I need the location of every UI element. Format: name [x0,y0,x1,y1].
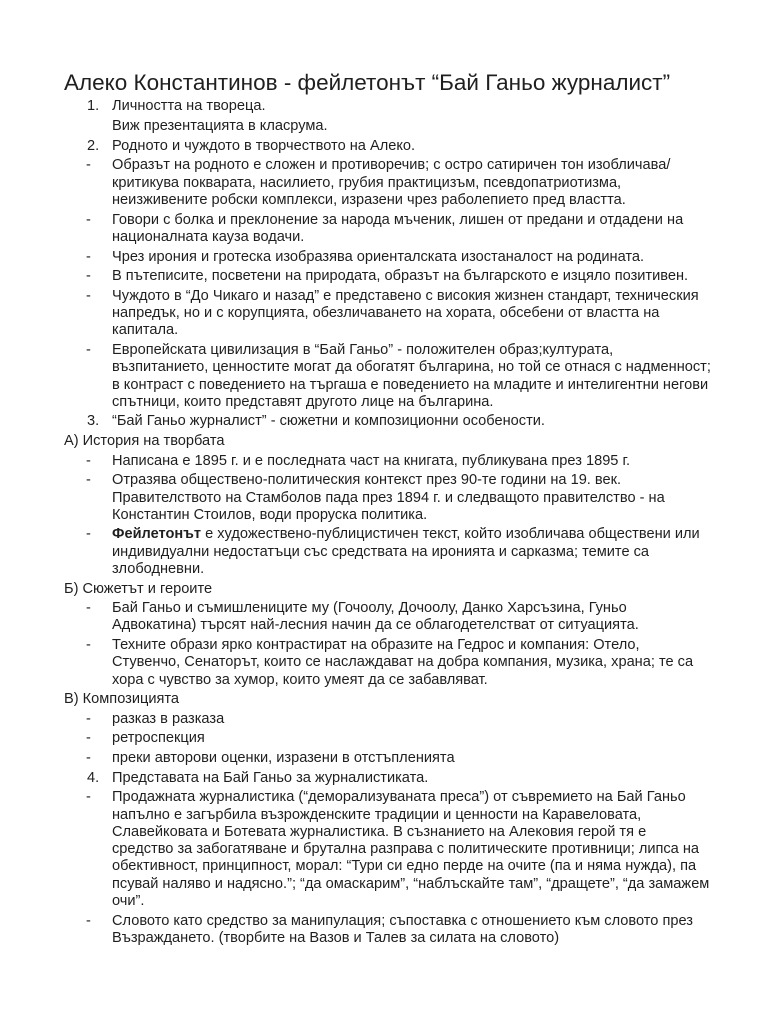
subsection-heading-b [64,581,711,598]
list-item [86,212,711,247]
bullet-dash: - [86,211,91,228]
bullet-dash: - [86,157,91,174]
subsection-heading-text: А) История на творбата [64,433,225,450]
document-body [64,98,711,947]
note-text: Виж презентацията в класрума. [112,118,328,135]
list-item [86,913,711,948]
list-item-text: Европейската цивилизация в “Бай Ганьо” - положителен образ;културата, възпитанието, ценностите могат да обогатят българина, но той се отнася с надменност; в контраст с поведението на търгаша е поведението на младите и интелигентни негови спътници, които представят другото лице на българина. [112,341,711,410]
list-item-text: Чрез ирония и гротеска изобразява ориенталската изостаналост на родината. [112,248,645,265]
list-item-text: ретроспекция [112,730,205,747]
list-item [86,288,711,340]
bullet-dash: - [86,600,91,617]
list-item [86,342,711,411]
list-item [86,600,711,635]
list-item [86,249,711,266]
term-definition: е художествено-публицистичен текст, който изобличава обществени или индивидуални недостатъци със средствата на иронията и сарказма; темите са злободневни. [112,526,700,577]
subsection-heading-c [64,691,711,708]
subsection-heading-text: Б) Сюжетът и героите [64,580,213,597]
bullet-dash: - [86,637,91,654]
list-item-text: Отразява обществено-политическия контекст през 90-те години на 19. век. Правителството на Стамболов пада през 1894 г. и следващото правителство - на Константин Стоилов, води проруска политика. [112,472,665,523]
section-heading: “Бай Ганьо журналист” - сюжетни и композиционни особености. [112,413,545,430]
bullet-dash: - [86,248,91,265]
section-heading: Родното и чуждото в творчеството на Алеко. [112,137,416,154]
list-item-text: Бай Ганьо и съмишлениците му (Гочоолу, Дочоолу, Данко Харсъзина, Гуньо Адвокатина) търсят най-лесния начин да се облагодетелстват от ситуацията. [112,600,639,634]
bullet-dash: - [86,341,91,358]
list-item-text: Образът на родното е сложен и противоречив; с остро сатиричен тон изобличава/ критикува покварата, насилието, грубия практицизъм, псевдопатриотизма, неизживените робски комплекси, изразени чрез раболепието пред властта. [112,157,671,209]
bullet-dash: - [86,710,91,727]
bullet-dash: - [86,789,91,806]
list-item [86,472,711,524]
list-item-text: разказ в разказа [112,710,225,727]
section-number: 2. [87,137,100,154]
bullet-dash: - [86,287,91,304]
subsection-heading-text: В) Композицията [64,691,180,708]
list-item [86,453,711,470]
section-2 [86,138,711,155]
bullet-dash: - [86,730,91,747]
term-bold: Фейлетонът [112,526,202,543]
section-1 [86,98,711,115]
list-item [86,526,711,578]
list-item [86,268,711,285]
bullet-dash: - [86,526,91,543]
list-item-text: В пътеписите, посветени на природата, образът на българското е изцяло позитивен. [112,268,689,285]
list-item [86,789,711,910]
section-number: 1. [87,98,100,114]
section-heading: Личността на твореца. [112,98,266,114]
list-item-text [112,526,700,577]
bullet-dash: - [86,268,91,285]
list-item [86,637,711,689]
section-3 [86,413,711,430]
list-item [86,750,711,767]
bullet-dash: - [86,912,91,929]
list-item-text: Техните образи ярко контрастират на образите на Гедрос и компания: Отело, Стувенчо, Сенаторът, които се наслаждават на добра компания, музика, храна; те са хора с чувство за хумор, които умеят да се забавляват. [112,637,694,688]
list-item [86,157,711,209]
section-4 [86,770,711,787]
section-number: 4. [87,769,100,786]
bullet-dash: - [86,750,91,767]
list-item [86,730,711,747]
list-item-text: Продажната журналистика (“деморализуваната преса”) от съвремието на Бай Ганьо напълно е загърбила възрожденските традиции и ценности на Каравеловата, Славейковата и Ботевата журналистика. В съзнанието на Алековия герой тя е средство за забогатяване и брутална разправа с политическите противници; липса на обективност, принципност, морал: “Тури си едно перде на очите (па и няма нужда), па псувай наляво и надясно.”; “да омаскарим”, “наблъскайте там”, “дращете”, “да замажем очи”. [112,789,710,909]
list-item-text: Говори с болка и преклонение за народа мъченик, лишен от предани и отдадени на националната кауза водачи. [112,211,684,245]
bullet-dash: - [86,452,91,469]
section-heading: Представата на Бай Ганьо за журналистиката. [112,769,429,786]
document-title: Алеко Константинов - фейлетонът “Бай Ганьо журналист” [64,70,671,95]
list-item [86,711,711,728]
list-item-text: преки авторови оценки, изразени в отстъпленията [112,750,455,767]
section-1-note [86,118,711,135]
list-item-text: Словото като средство за манипулация; съпоставка с отношението към словото през Възраждането. (творбите на Вазов и Талев за силата на словото) [112,912,693,946]
section-number: 3. [87,413,100,430]
list-item-text: Чуждото в “До Чикаго и назад” е представено с високия жизнен стандарт, техническия напредък, но и с корупцията, обезличаването на хората, обсебени от властта на капитала. [112,287,699,339]
list-item-text: Написана е 1895 г. и е последната част на книгата, публикувана през 1895 г. [112,452,631,469]
bullet-dash: - [86,472,91,489]
subsection-heading-a [64,433,711,450]
